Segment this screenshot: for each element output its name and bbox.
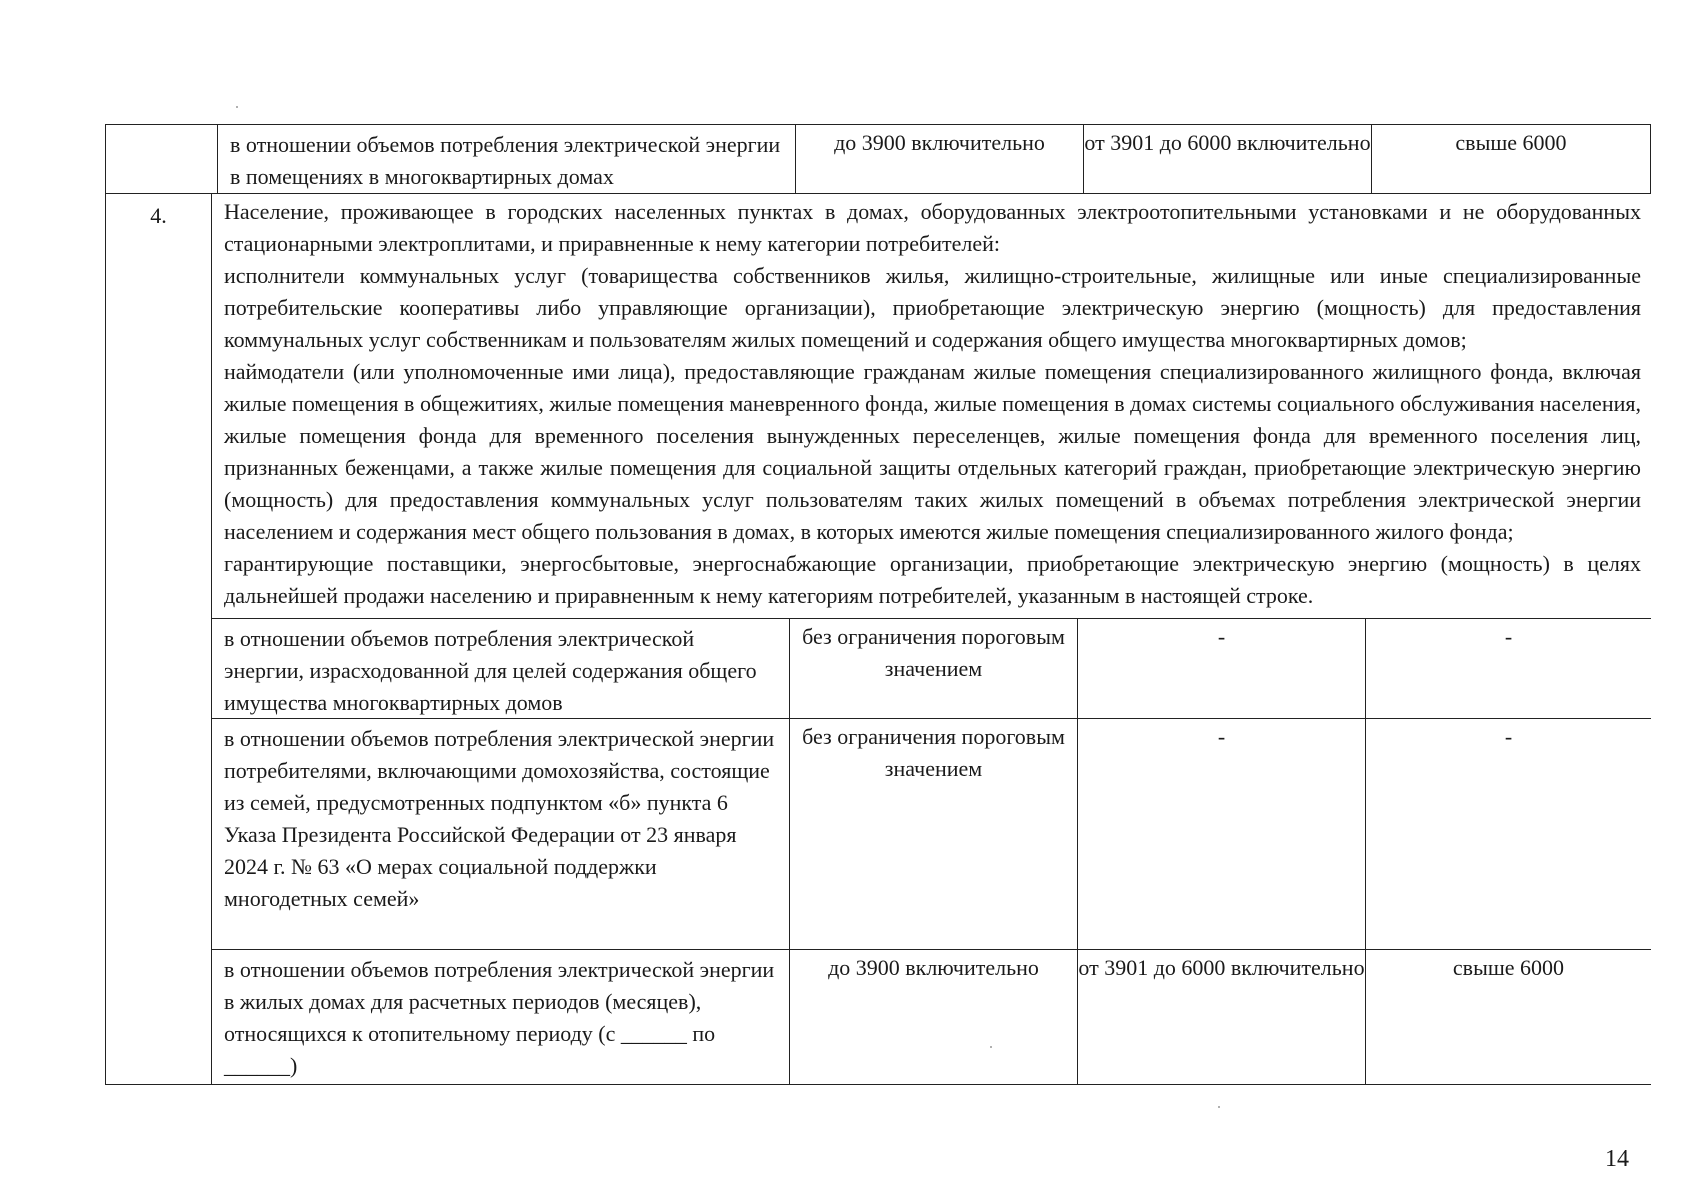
- paragraph: наймодатели (или уполномоченные ими лица), предоставляющие гражданам жилые помещения специализированного жилищного фонда, включая жилые помещения в общежитиях, жилые помещения маневренного фонда, жилые помещения в домах системы социального обслуживания населения, жилые помещения фонда для временного поселения вынужденных переселенцев, жилые помещения фонда для временного поселения лиц, признанных беженцами, а также жилые помещения для социальной защиты отдельных категорий граждан, приобретающие электрическую энергию (мощность) для предоставления коммунальных услуг пользователям таких жилых помещений в объемах потребления электрической энергии населением и содержания мест общего пользования в домах, в которых имеются жилые помещения специализированного жилого фонда;: [224, 359, 1641, 544]
- row-number: 4.: [106, 194, 212, 1084]
- threshold-high: -: [1504, 624, 1513, 649]
- row-number-cell: [106, 125, 218, 193]
- paragraph: гарантирующие поставщики, энергосбытовые, энергоснабжающие организации, приобретающие электрическую энергию (мощность) в целях дальнейшей продажи населению и приравненным к нему категориям потребителей, указанным в настоящей строке.: [224, 551, 1641, 608]
- threshold-mid: от 3901 до 6000 включительно: [1078, 950, 1366, 1084]
- section-4-row: [106, 193, 1651, 1084]
- threshold-low: до 3900 включительно: [796, 125, 1084, 193]
- row-label: в отношении объемов потребления электрической энергии потребителями, включающими домохозяйства, состоящие из семей, предусмотренных подпунктом «б» пункта 6 Указа Президента Российской Федерации от 23 января 2024 г. № 63 «О мерах социальной поддержки многодетных семей»: [212, 719, 790, 949]
- threshold-low: до 3900 включительно: [790, 950, 1078, 1084]
- threshold-mid: -: [1078, 619, 1366, 718]
- scan-speck: [1218, 1106, 1220, 1108]
- section-4-description: [212, 194, 1651, 618]
- paragraph: Население, проживающее в городских населенных пунктах в домах, оборудованных электроотопительными установками и не оборудованных стационарными электроплитами, и приравненные к нему категории потребителей:: [224, 199, 1641, 256]
- paragraph: исполнители коммунальных услуг (товарищества собственников жилья, жилищно-строительные, жилищные или иные специализированные потребительские кооперативы либо управляющие организации), приобретающие электрическую энергию (мощность) для предоставления коммунальных услуг собственникам и пользователям жилых помещений и содержания общего имущества многоквартирных домов;: [224, 263, 1641, 352]
- table-row: [212, 618, 1651, 718]
- threshold-low: без ограничения пороговым значением: [790, 719, 1078, 949]
- threshold-high: свыше 6000: [1452, 955, 1565, 980]
- threshold-mid: от 3901 до 6000 включительно: [1084, 125, 1372, 193]
- table-row: [212, 949, 1651, 1084]
- threshold-high: свыше 6000: [1372, 125, 1651, 193]
- row-label: в отношении объемов потребления электрической энергии, израсходованной для целей содержания общего имущества многоквартирных домов: [212, 619, 790, 718]
- page-number: 14: [1605, 1146, 1629, 1172]
- row-label: в отношении объемов потребления электрической энергии в помещениях в многоквартирных домах: [218, 125, 796, 193]
- threshold-mid: -: [1078, 719, 1366, 949]
- table-row: [212, 718, 1651, 949]
- tariff-table: [105, 124, 1651, 1085]
- threshold-low: без ограничения пороговым значением: [790, 619, 1078, 718]
- scan-speck: [990, 1046, 992, 1048]
- table-row: [106, 124, 1651, 193]
- scan-speck: [236, 106, 238, 108]
- threshold-high: -: [1504, 724, 1513, 749]
- section-4-content: [212, 194, 1651, 1084]
- row-label: в отношении объемов потребления электрической энергии в жилых домах для расчетных периодов (месяцев), относящихся к отопительному периоду (с ______ по ______): [212, 950, 790, 1084]
